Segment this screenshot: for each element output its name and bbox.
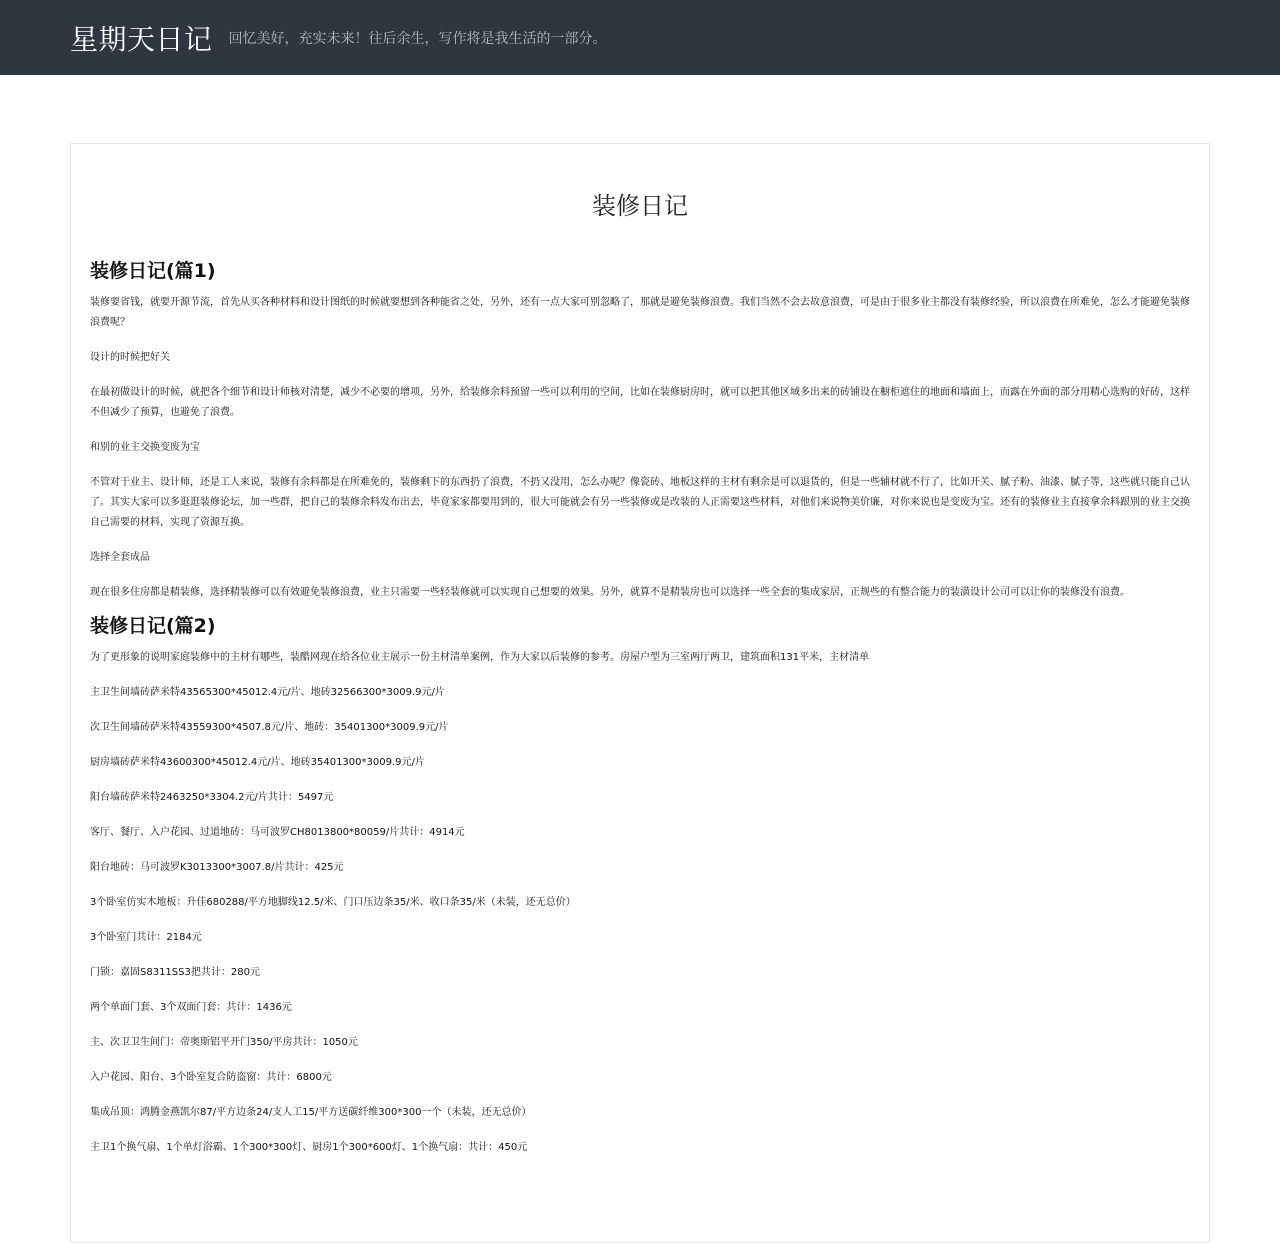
paragraph: 集成吊顶：鸿腾金燕凯尔87/平方边条24/支人工15/平方送碳纤维300*300一个（未装，还无总价） xyxy=(90,1107,532,1118)
paragraph: 阳台地砖：马可波罗K3013300*3007.8/片共计：425元 xyxy=(90,862,344,873)
article-title: 装修日记 xyxy=(592,192,688,220)
paragraph: 两个单面门套、3个双面门套：共计：1436元 xyxy=(90,1002,292,1013)
paragraph: 主卫1个换气扇、1个单灯浴霸、1个300*300灯、厨房1个300*600灯、1个换气扇：共计：450元 xyxy=(90,1142,528,1153)
paragraph: 3个卧室仿实木地板：升佳680288/平方地脚线12.5/米、门口压边条35/米、收口条35/米（未装，还无总价） xyxy=(90,897,576,908)
paragraph: 在最初做设计的时候，就把各个细节和设计师核对清楚，减少不必要的增项，另外，给装修余料预留一些可以利用的空间，比如在装修厨房时，就可以把其他区域多出来的砖铺设在橱柜遮住的地面和墙面上，而露在外面的部分用精心选购的好砖，这样不但减少了预算，也避免了浪费。 xyxy=(90,387,1190,418)
paragraph: 入户花园、阳台、3个卧室复合防盗窗：共计：6800元 xyxy=(90,1072,332,1083)
paragraph: 门锁：嘉固S8311SS3把共计：280元 xyxy=(90,967,260,978)
paragraph: 厨房墙砖萨米特43600300*45012.4元/片、地砖35401300*3009.9元/片 xyxy=(90,757,425,768)
paragraph: 设计的时候把好关 xyxy=(90,352,170,363)
paragraph: 3个卧室门共计：2184元 xyxy=(90,932,202,943)
paragraph: 主、次卫卫生间门：帝奥斯铝平开门350/平房共计：1050元 xyxy=(90,1037,358,1048)
paragraph: 装修要省钱，就要开源节流，首先从买各种材料和设计图纸的时候就要想到各种能省之处，另外，还有一点大家可别忽略了，那就是避免装修浪费。我们当然不会去故意浪费，可是由于很多业主都没有装修经验，所以浪费在所难免，怎么才能避免装修浪费呢？ xyxy=(90,297,1190,328)
paragraph: 次卫生间墙砖萨米特43559300*4507.8元/片、地砖：35401300*3009.9元/片 xyxy=(90,722,449,733)
site-tagline: 回忆美好，充实未来！往后余生，写作将是我生活的一部分。 xyxy=(228,30,607,47)
paragraph: 选择全套成品 xyxy=(90,552,150,563)
section-2 xyxy=(90,614,1190,1158)
paragraph: 阳台墙砖萨米特2463250*3304.2元/片共计：5497元 xyxy=(90,792,334,803)
section-heading: 装修日记(篇2) xyxy=(90,615,216,637)
paragraph: 客厅、餐厅、入户花园、过道地砖：马可波罗CH8013800*80059/片共计：4914元 xyxy=(90,827,465,838)
site-header xyxy=(0,0,1280,75)
article-card xyxy=(70,143,1210,1243)
paragraph: 现在很多住房都是精装修，选择精装修可以有效避免装修浪费，业主只需要一些轻装修就可以实现自己想要的效果。另外，就算不是精装房也可以选择一些全套的集成家居，正规些的有整合能力的装潢设计公司可以让你的装修没有浪费。 xyxy=(90,587,1130,598)
site-brand[interactable]: 星期天日记 xyxy=(70,22,213,56)
paragraph: 不管对于业主、设计师，还是工人来说，装修有余料都是在所难免的，装修剩下的东西扔了浪费，不扔又没用，怎么办呢？像瓷砖、地板这样的主材有剩余是可以退货的，但是一些辅材就不行了，比如开关、腻子粉、油漆、腻子等，这些就只能自己认了。其实大家可以多逛逛装修论坛，加一些群，把自己的装修余料发布出去，毕竟家家都要用到的，很大可能就会有另一些装修或是改装的人正需要这些材料，对他们来说物美价廉，对你来说也是变废为宝。还有的装修业主直接拿余料跟别的业主交换自己需要的材料，实现了资源互换。 xyxy=(90,477,1190,528)
paragraph: 和别的业主交换变废为宝 xyxy=(90,442,200,453)
article-body xyxy=(71,259,1209,1158)
section-1 xyxy=(90,259,1190,603)
paragraph: 主卫生间墙砖萨米特43565300*45012.4元/片、地砖32566300*3009.9元/片 xyxy=(90,687,445,698)
paragraph: 为了更形象的说明家庭装修中的主材有哪些，装酷网现在给各位业主展示一份主材清单案例，作为大家以后装修的参考。房屋户型为三室两厅两卫，建筑面积131平米，主材清单 xyxy=(90,652,870,663)
section-heading: 装修日记(篇1) xyxy=(90,260,216,282)
